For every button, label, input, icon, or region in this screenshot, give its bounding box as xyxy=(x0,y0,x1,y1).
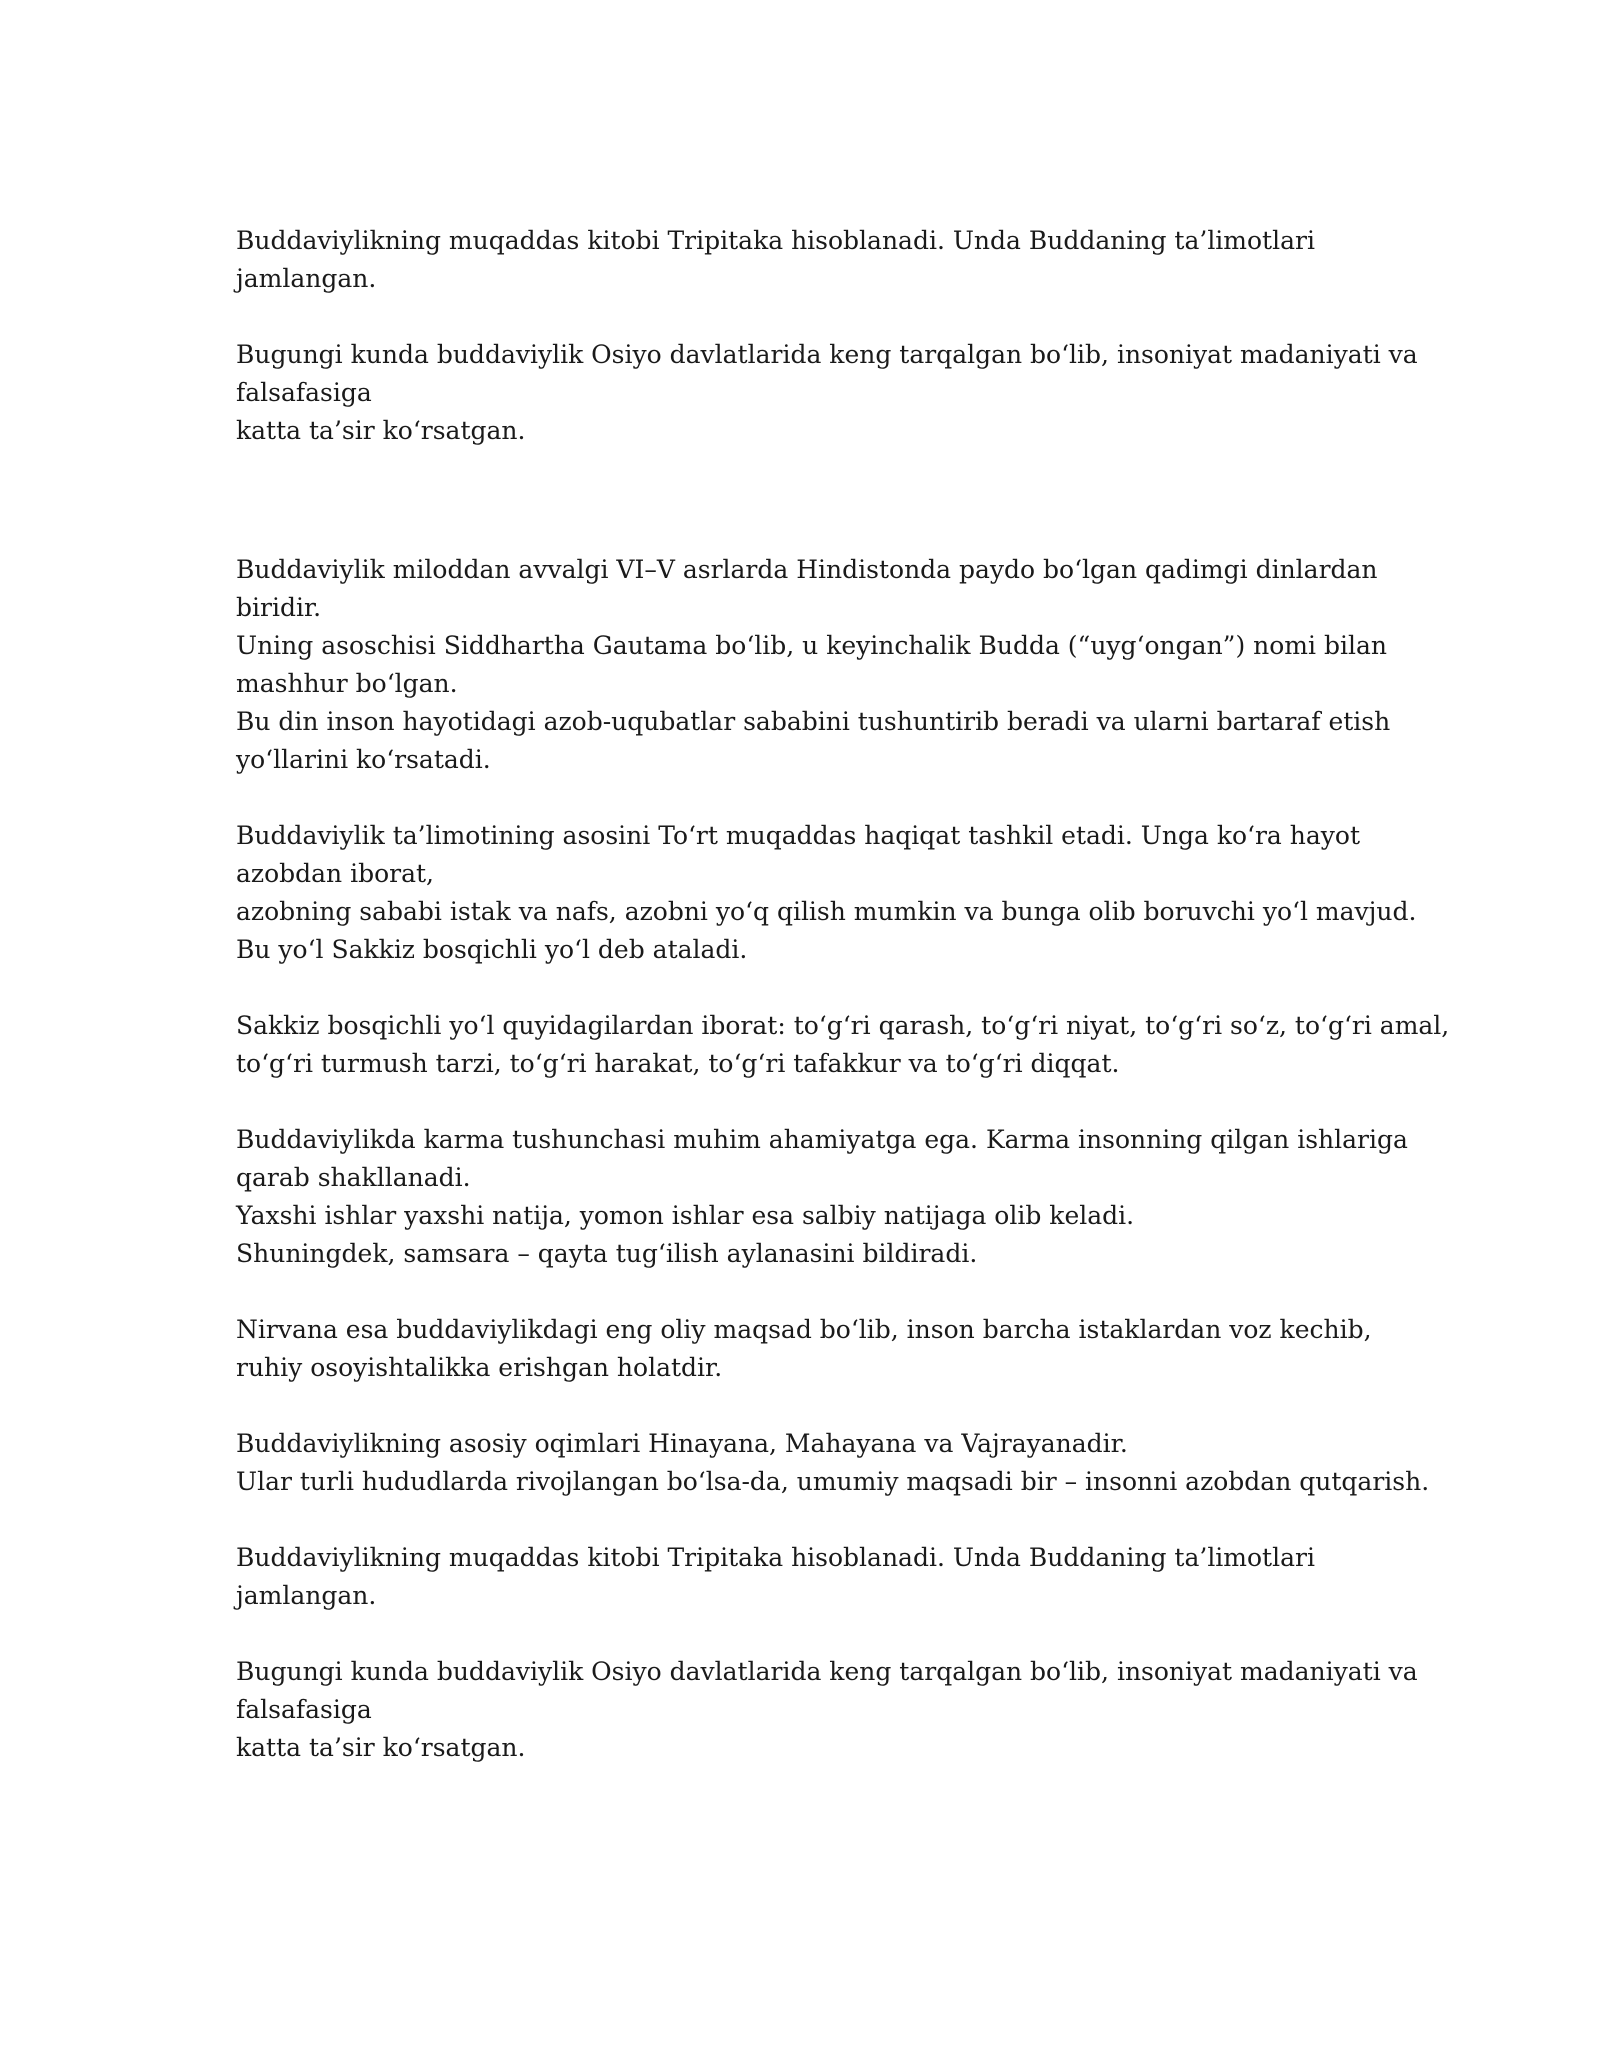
text-line: Buddaviylikning muqaddas kitobi Tripitaka hisoblanadi. Unda Buddaning ta’limotlari xyxy=(236,226,1315,255)
text-line: Bu yo‘l Sakkiz bosqichli yo‘l deb ataladi. xyxy=(236,935,748,964)
text-line: katta ta’sir ko‘rsatgan. xyxy=(236,1733,526,1762)
text-line: Buddaviylikning asosiy oqimlari Hinayana, Mahayana va Vajrayanadir. xyxy=(236,1429,1128,1458)
text-line: Ular turli hududlarda rivojlangan bo‘lsa-da, umumiy maqsadi bir – insonni azobdan qutqarish. xyxy=(236,1467,1430,1496)
section-spacer xyxy=(236,450,1416,551)
text-line: mashhur bo‘lgan. xyxy=(236,669,458,698)
text-line: Buddaviylik ta’limotining asosini To‘rt muqaddas haqiqat tashkil etadi. Unga ko‘ra hayot xyxy=(236,821,1360,850)
paragraph-spacer xyxy=(236,779,1416,817)
text-line: azobdan iborat, xyxy=(236,859,434,888)
text-line: falsafasiga xyxy=(236,1695,372,1724)
paragraph-karma xyxy=(236,1121,1416,1273)
paragraph-tripitaka xyxy=(236,1539,1416,1615)
paragraph-eightfold-path xyxy=(236,1007,1450,1083)
text-line: yo‘llarini ko‘rsatadi. xyxy=(236,745,491,774)
text-line: Bu din inson hayotidagi azob-uqubatlar sababini tushuntirib beradi va ularni bartaraf etish xyxy=(236,707,1391,736)
paragraph-tripitaka-intro xyxy=(236,222,1416,298)
paragraph-schools xyxy=(236,1425,1430,1501)
text-line: Yaxshi ishlar yaxshi natija, yomon ishlar esa salbiy natijaga olib keladi. xyxy=(236,1201,1135,1230)
paragraph-spacer xyxy=(236,298,1416,336)
text-line: azobning sababi istak va nafs, azobni yo‘q qilish mumkin va bunga olib boruvchi yo‘l mavjud. xyxy=(236,897,1417,926)
paragraph-spacer xyxy=(236,969,1416,1007)
text-line: Buddaviylikda karma tushunchasi muhim ahamiyatga ega. Karma insonning qilgan ishlariga xyxy=(236,1125,1408,1154)
paragraph-modern-spread-intro xyxy=(236,336,1416,450)
paragraph-spacer xyxy=(236,1501,1416,1539)
document-body xyxy=(236,222,1450,1767)
paragraph-modern-spread xyxy=(236,1653,1416,1767)
text-line: qarab shakllanadi. xyxy=(236,1163,471,1192)
text-line: katta ta’sir ko‘rsatgan. xyxy=(236,416,526,445)
text-line: Bugungi kunda buddaviylik Osiyo davlatlarida keng tarqalgan bo‘lib, insoniyat madaniyati va xyxy=(236,1657,1418,1686)
text-line: biridir. xyxy=(236,593,322,622)
text-line: falsafasiga xyxy=(236,378,372,407)
text-line: Bugungi kunda buddaviylik Osiyo davlatlarida keng tarqalgan bo‘lib, insoniyat madaniyati va xyxy=(236,340,1418,369)
text-line: Nirvana esa buddaviylikdagi eng oliy maqsad bo‘lib, inson barcha istaklardan voz kechib, xyxy=(236,1315,1372,1344)
text-line: ruhiy osoyishtalikka erishgan holatdir. xyxy=(236,1353,723,1382)
text-line: Buddaviylikning muqaddas kitobi Tripitaka hisoblanadi. Unda Buddaning ta’limotlari xyxy=(236,1543,1315,1572)
text-line: Sakkiz bosqichli yo‘l quyidagilardan iborat: to‘g‘ri qarash, to‘g‘ri niyat, to‘g‘ri so‘z, to‘g‘ri amal, xyxy=(236,1011,1450,1040)
paragraph-nirvana xyxy=(236,1311,1416,1387)
paragraph-spacer xyxy=(236,1083,1416,1121)
text-line: jamlangan. xyxy=(236,1581,377,1610)
paragraph-spacer xyxy=(236,1273,1416,1311)
text-line: Buddaviylik miloddan avvalgi VI–V asrlarda Hindistonda paydo bo‘lgan qadimgi dinlardan xyxy=(236,555,1378,584)
text-line: Uning asoschisi Siddhartha Gautama bo‘lib, u keyinchalik Budda (“uyg‘ongan”) nomi bilan xyxy=(236,631,1387,660)
paragraph-four-truths xyxy=(236,817,1416,969)
text-line: jamlangan. xyxy=(236,264,377,293)
paragraph-spacer xyxy=(236,1615,1416,1653)
paragraph-spacer xyxy=(236,1387,1416,1425)
paragraph-origin xyxy=(236,551,1416,779)
text-line: Shuningdek, samsara – qayta tug‘ilish aylanasini bildiradi. xyxy=(236,1239,978,1268)
text-line: to‘g‘ri turmush tarzi, to‘g‘ri harakat, to‘g‘ri tafakkur va to‘g‘ri diqqat. xyxy=(236,1049,1120,1078)
